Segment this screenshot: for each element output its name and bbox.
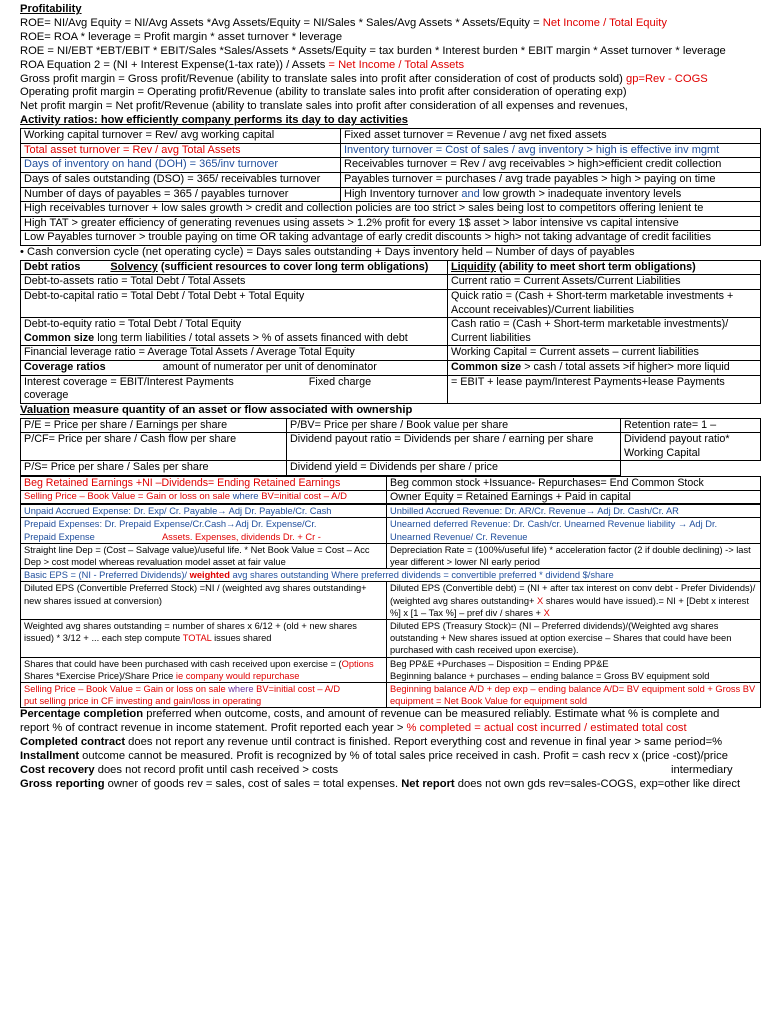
table-cell: Days of sales outstanding (DSO) = 365/ receivables turnover xyxy=(21,172,341,187)
table-cell: Coverage ratios amount of numerator per unit of denominator xyxy=(21,360,448,375)
table-cell: Interest coverage = EBIT/Interest Payments Fixed charge coverage xyxy=(21,375,448,403)
operating-margin-line: Operating profit margin = Operating profit/Revenue (ability to translate sales into profit after consideration of operating exp) xyxy=(20,86,627,99)
table-row xyxy=(21,490,761,504)
table-row xyxy=(21,461,761,476)
table-cell: Common size > cash / total assets >if higher> more liquid xyxy=(448,360,761,375)
table-cell: Quick ratio = (Cash + Short-term marketable investments + Account receivables)/Current liabilities xyxy=(448,290,761,318)
table-cell: Number of days of payables = 365 / payables turnover xyxy=(21,187,341,202)
table-cell: Unbilled Accrued Revenue: Dr. AR/Cr. Revenue→ Adj Dr. Cash/Cr. AR xyxy=(387,505,761,518)
table-row xyxy=(21,216,761,231)
table-row xyxy=(21,172,761,187)
table-cell: Dividend yield = Dividends per share / price xyxy=(287,461,621,476)
roe-line-2: ROE= ROA * leverage = Profit margin * asset turnover * leverage xyxy=(20,30,343,43)
table-row xyxy=(21,143,761,158)
activity-heading: Activity ratios: how efficiently company performs its day to day activities xyxy=(20,114,408,127)
completed-contract: Completed contract does not report any revenue until contract is finished. Report everything cost and revenue in final year > same period=% xyxy=(20,736,723,749)
table-cell: Dividend payout ratio* Working Capital xyxy=(621,433,761,461)
solvency-liquidity-table xyxy=(20,260,761,404)
table-row xyxy=(21,187,761,202)
table-cell: Unearned deferred Revenue: Dr. Cash/cr. Unearned Revenue liability → Adj Dr. Unearned Revenue/ Cr. Revenue xyxy=(387,518,761,543)
table-cell: Depreciation Rate = (100%/useful life) * acceleration factor (2 if double declining) -> last year different > lower NI early period xyxy=(387,543,761,568)
table-cell: Debt-to-equity ratio = Total Debt / Total Equity Common size long term liabilities / total assets > % of assets financed with debt xyxy=(21,318,448,346)
table-row xyxy=(21,683,761,708)
table-row xyxy=(21,418,761,433)
table-row xyxy=(21,518,761,543)
equity-table xyxy=(20,476,761,504)
table-cell: Days of inventory on hand (DOH) = 365/inv turnover xyxy=(21,158,341,173)
accounting-table xyxy=(20,504,761,708)
table-cell: Debt-to-assets ratio = Total Debt / Total Assets xyxy=(21,275,448,290)
table-cell: Selling Price – Book Value = Gain or loss on sale where BV=initial cost – A/D put selling price in CF investing and gain/loss in operating xyxy=(21,683,387,708)
cash-conversion-cycle: • Cash conversion cycle (net operating cycle) = Days sales outstanding + Days inventory held – Number of days of payables xyxy=(20,245,635,258)
table-cell: Financial leverage ratio = Average Total Assets / Average Total Equity xyxy=(21,346,448,361)
table-cell: = EBIT + lease paym/Interest Payments+lease Payments xyxy=(448,375,761,403)
table-cell: Low Payables turnover > trouble paying on time OR taking advantage of early credit discounts > high> not taking advantage of credit facilities xyxy=(21,231,761,246)
table-cell: Owner Equity = Retained Earnings + Paid in capital xyxy=(387,490,761,504)
table-cell: Straight line Dep = (Cost – Salvage value)/useful life. * Net Book Value = Cost – Acc Dep > cost model whereas revaluation model asset at fair value xyxy=(21,543,387,568)
table-row xyxy=(21,657,761,682)
table-cell: Debt ratios Solvency (sufficient resources to cover long term obligations) xyxy=(21,260,448,275)
table-cell xyxy=(621,461,761,476)
table-row xyxy=(21,477,761,491)
table-cell: Receivables turnover = Rev / avg receivables > high>efficient credit collection xyxy=(341,158,761,173)
table-cell: Fixed asset turnover = Revenue / avg net fixed assets xyxy=(341,129,761,144)
table-cell: Diluted EPS (Treasury Stock)= (NI – Preferred dividends)/(Weighted avg shares outstanding + New shares issued at option exercise – Shares that could have been purchased with cash received upon exercise). xyxy=(387,620,761,658)
table-row xyxy=(21,569,761,582)
table-cell: P/BV= Price per share / Book value per share xyxy=(287,418,621,433)
table-cell: High TAT > greater efficiency of generating revenues using assets > 1.2% profit for every 1$ asset > labor intensive vs capital intensive xyxy=(21,216,761,231)
installment: Installment outcome cannot be measured. Profit is recognized by % of total sales price received in cash. Profit = cash recv x (price -cost)/price xyxy=(20,750,728,763)
table-row xyxy=(21,202,761,217)
table-row xyxy=(21,620,761,658)
valuation-table xyxy=(20,418,761,476)
table-row xyxy=(21,318,761,346)
table-cell: Dividend payout ratio = Dividends per share / earning per share xyxy=(287,433,621,461)
table-row xyxy=(21,582,761,620)
table-cell: Total asset turnover = Rev / avg Total Assets xyxy=(21,143,341,158)
table-cell: Working Capital = Current assets – current liabilities xyxy=(448,346,761,361)
table-cell: Retention rate= 1 – xyxy=(621,418,761,433)
valuation-heading: Valuation measure quantity of an asset or flow associated with ownership xyxy=(20,403,413,416)
table-row xyxy=(21,290,761,318)
table-cell: High Inventory turnover and low growth > inadequate inventory levels xyxy=(341,187,761,202)
table-cell: High receivables turnover + low sales growth > credit and collection policies are too strict > sales being lost to competitors offering lenient te xyxy=(21,202,761,217)
table-row xyxy=(21,375,761,403)
table-cell: P/CF= Price per share / Cash flow per share xyxy=(21,433,287,461)
roe-line-1: ROE= NI/Avg Equity = NI/Avg Assets *Avg Assets/Equity = NI/Sales * Sales/Avg Assets * Assets/Equity = Net Income / Total Equity xyxy=(20,16,667,29)
table-cell: P/E = Price per share / Earnings per share xyxy=(21,418,287,433)
table-row xyxy=(21,231,761,246)
table-cell: Weighted avg shares outstanding = number of shares x 6/12 + (old + new shares issued) * 3/12 + ... each step compute TOTAL issues shared xyxy=(21,620,387,658)
table-cell: Liquidity (ability to meet short term obligations) xyxy=(448,260,761,275)
activity-table xyxy=(20,128,761,246)
roe-line-3: ROE = NI/EBT *EBT/EBIT * EBIT/Sales *Sales/Assets * Assets/Equity = tax burden * Interest burden * EBIT margin * Asset turnover * leverage xyxy=(20,44,726,57)
table-row xyxy=(21,129,761,144)
table-cell: Inventory turnover = Cost of sales / avg inventory > high is effective inv mgmt xyxy=(341,143,761,158)
table-cell: Diluted EPS (Convertible debt) = (NI + after tax interest on conv debt - Prefer Dividends)/ (weighted avg shares outstanding+ X shares would have issued).= NI + [Debt x interest %] x [1 – Tax %] – pref div / shares + X xyxy=(387,582,761,620)
net-margin-line: Net profit margin = Net profit/Revenue (ability to translate sales into profit after consideration of all expenses and revenues, xyxy=(20,100,628,113)
table-cell: Current ratio = Current Assets/Current Liabilities xyxy=(448,275,761,290)
table-cell: Unpaid Accrued Expense: Dr. Exp/ Cr. Payable→ Adj Dr. Payable/Cr. Cash xyxy=(21,505,387,518)
table-row xyxy=(21,543,761,568)
table-cell: Beg Retained Earnings +NI –Dividends= Ending Retained Earnings xyxy=(21,477,387,491)
profitability-title: Profitability xyxy=(20,3,82,15)
table-row xyxy=(21,360,761,375)
table-cell: Beginning balance A/D + dep exp – ending balance A/D= BV equipment sold + Gross BV equipment = Net Book Value for equipment sold xyxy=(387,683,761,708)
gross-net-reporting: Gross reporting owner of goods rev = sales, cost of sales = total expenses. Net report does not own gds rev=sales-COGS, exp=other like direct xyxy=(20,778,741,790)
table-cell: Prepaid Expenses: Dr. Prepaid Expense/Cr.Cash→Adj Dr. Expense/Cr. Prepaid Expense Assets. Expenses, dividends Dr. + Cr - xyxy=(21,518,387,543)
percentage-completion-2: report % of contract revenue in income statement. Profit reported each year > % completed = actual cost incurred / estimated total cost xyxy=(20,722,687,735)
table-cell: Basic EPS = (NI - Preferred Dividends)/ weighted avg shares outstanding Where preferred dividends = convertible preferred * dividend $/share xyxy=(21,569,761,582)
table-cell: Cash ratio = (Cash + Short-term marketable investments)/ Current liabilities xyxy=(448,318,761,346)
table-row xyxy=(21,275,761,290)
table-cell: Shares that could have been purchased with cash received upon exercise = (Options Shares *Exercise Price)/Share Price ie company would repurchase xyxy=(21,657,387,682)
table-cell: Working capital turnover = Rev/ avg working capital xyxy=(21,129,341,144)
table-row xyxy=(21,260,761,275)
table-row xyxy=(21,433,761,461)
table-cell: Selling Price – Book Value = Gain or loss on sale where BV=initial cost – A/D xyxy=(21,490,387,504)
table-cell: Diluted EPS (Convertible Preferred Stock) =NI / (weighted avg shares outstanding+ new shares issued at conversion) xyxy=(21,582,387,620)
roa-line: ROA Equation 2 = (NI + Interest Expense(1-tax rate)) / Assets = Net Income / Total Assets xyxy=(20,58,465,71)
table-row xyxy=(21,346,761,361)
table-cell: Debt-to-capital ratio = Total Debt / Total Debt + Total Equity xyxy=(21,290,448,318)
table-cell: P/S= Price per share / Sales per share xyxy=(21,461,287,476)
table-row xyxy=(21,505,761,518)
cost-recovery: Cost recovery does not record profit until cash received > costs intermediary xyxy=(20,764,733,777)
percentage-completion: Percentage completion preferred when outcome, costs, and amount of revenue can be measured reliably. Estimate what % is complete and xyxy=(20,708,720,721)
gross-margin-line: Gross profit margin = Gross profit/Revenue (ability to translate sales into profit after consideration of cost of products sold) gp=Rev - COGS xyxy=(20,72,708,85)
table-cell: Beg PP&E +Purchases – Disposition = Ending PP&E Beginning balance + purchases – ending balance = Gross BV equipment sold xyxy=(387,657,761,682)
table-row xyxy=(21,158,761,173)
table-cell: Payables turnover = purchases / avg trade payables > high > paying on time xyxy=(341,172,761,187)
table-cell: Beg common stock +Issuance- Repurchases= End Common Stock xyxy=(387,477,761,491)
